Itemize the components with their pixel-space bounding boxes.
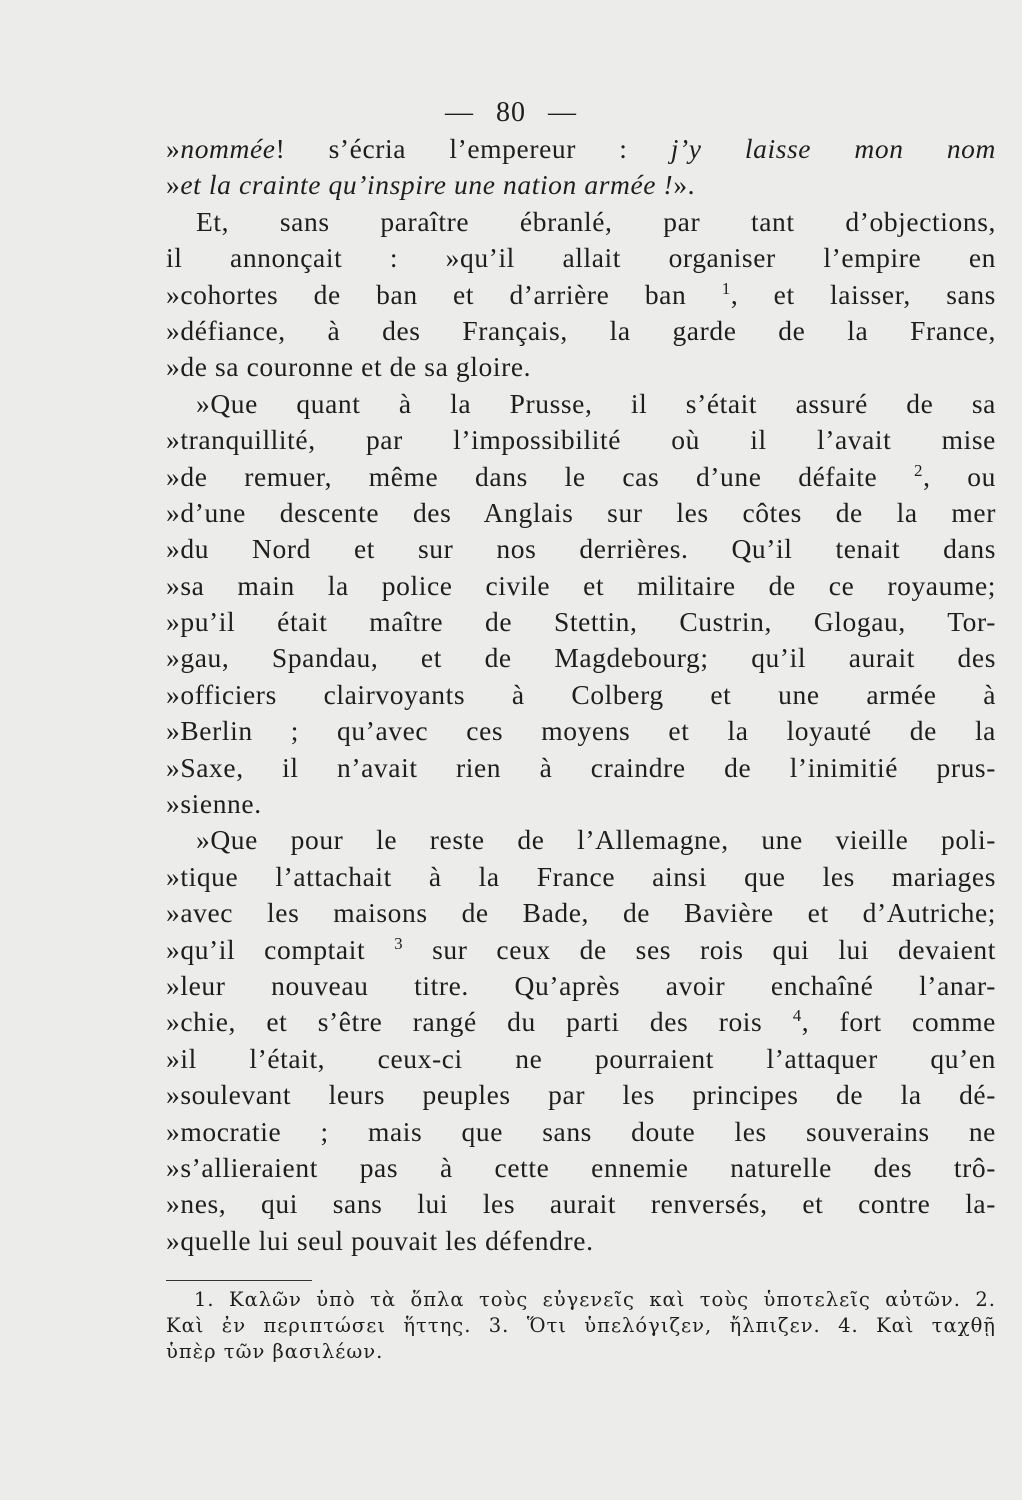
footnote-reference: 3 <box>394 933 404 953</box>
text-segment: » <box>166 169 181 201</box>
body-text <box>166 131 996 1259</box>
text-line <box>166 968 996 1004</box>
text-segment: »tique l’attachait à la France ainsi que les mariages <box>166 860 996 892</box>
text-segment: »défiance, à des Français, la garde de la France, <box>166 314 996 346</box>
text-segment: »officiers clairvoyants à Colberg et une armée à <box>166 678 996 710</box>
text-segment: ! s’écria l’empereur : <box>275 133 671 164</box>
text-segment: , ou <box>923 460 996 492</box>
text-line <box>166 531 996 567</box>
footnote-line: 1. Καλῶν ὑπὸ τὰ ὅπλα τοὺς εὐγενεῖς καὶ τοὺς ὑποτελεῖς αὐτῶν. 2. <box>194 1288 996 1311</box>
text-segment: »gau, Spandau, et de Magdebourg; qu’il aurait des <box>166 642 996 674</box>
text-line <box>166 1077 996 1113</box>
text-line <box>166 1004 996 1040</box>
text-line <box>166 677 996 713</box>
text-line <box>166 495 996 531</box>
text-line <box>166 859 996 895</box>
text-line <box>166 568 996 604</box>
text-segment: »soulevant leurs peuples par les principes de la dé- <box>166 1079 996 1111</box>
text-segment: , fort comme <box>801 1006 996 1038</box>
footnote-line: Καὶ ἐν περιπτώσει ἥττης. 3. Ὅτι ὑπελόγιζεν, ἤλπιζεν. 4. Καὶ ταχθῇ <box>166 1314 996 1337</box>
italic-text: nommée <box>180 133 276 164</box>
page-number-dash-right: — <box>548 97 577 128</box>
page-number: 80 <box>496 97 526 128</box>
text-segment: »Berlin ; qu’avec ces moyens et la loyauté de la <box>166 715 996 747</box>
text-segment: »Que quant à la Prusse, il s’était assuré de sa <box>196 387 996 419</box>
text-line <box>166 750 996 786</box>
text-line <box>166 895 996 931</box>
text-line <box>166 1186 996 1222</box>
text-line <box>166 386 996 422</box>
footnotes <box>166 1287 996 1365</box>
text-segment: »il l’était, ceux-ci ne pourraient l’attaquer qu’en <box>166 1042 996 1074</box>
text-segment: »de remuer, même dans le cas d’une défaite <box>166 460 914 492</box>
text-line <box>166 1150 996 1186</box>
italic-text: et la crainte qu’inspire une nation armée ! <box>180 169 674 201</box>
text-line <box>166 1041 996 1077</box>
footnote-line: ὑπὲρ τῶν βασιλέων. <box>166 1340 384 1363</box>
text-line <box>166 640 996 676</box>
text-line <box>166 1114 996 1150</box>
text-line <box>166 1223 996 1259</box>
text-line <box>166 713 996 749</box>
text-line <box>166 167 996 203</box>
text-segment: »du Nord et sur nos derrières. Qu’il tenait dans <box>166 533 996 565</box>
text-segment: »Que pour le reste de l’Allemagne, une vieille poli- <box>196 824 996 856</box>
text-segment: »avec les maisons de Bade, de Bavière et d’Autriche; <box>166 897 996 929</box>
text-segment: »qu’il comptait <box>166 933 395 965</box>
text-segment: »d’une descente des Anglais sur les côtes de la mer <box>166 496 996 528</box>
text-line <box>166 604 996 640</box>
text-line <box>166 459 996 495</box>
text-segment: ». <box>673 169 696 201</box>
text-segment: il annonçait : »qu’il allait organiser l’empire en <box>166 242 996 274</box>
text-line <box>166 822 996 858</box>
text-line <box>166 131 996 167</box>
text-segment: , et laisser, sans <box>730 278 996 310</box>
text-segment: »tranquillité, par l’impossibilité où il l’avait mise <box>166 424 996 456</box>
text-segment: » <box>166 133 181 164</box>
text-segment: Et, sans paraître ébranlé, par tant d’objections, <box>196 205 996 237</box>
text-segment: »Saxe, il n’avait rien à craindre de l’inimitié prus- <box>166 751 996 783</box>
footnote-separator <box>166 1280 312 1281</box>
text-line <box>166 240 996 276</box>
text-segment: »mocratie ; mais que sans doute les souverains ne <box>166 1115 996 1147</box>
text-segment: »cohortes de ban et d’arrière ban <box>166 278 722 310</box>
footnote-reference: 2 <box>914 460 924 480</box>
text-line <box>166 349 996 385</box>
text-line <box>166 932 996 968</box>
text-segment: »quelle lui seul pouvait les défendre. <box>166 1224 594 1256</box>
italic-text: j’y laisse mon nom <box>670 133 996 164</box>
text-segment: »pu’il était maître de Stettin, Custrin, Glogau, Tor- <box>166 606 996 638</box>
text-segment: »s’allieraient pas à cette ennemie naturelle des trô- <box>166 1151 996 1183</box>
page-number-dash-left: — <box>445 97 474 128</box>
text-line <box>166 422 996 458</box>
text-segment: »sa main la police civile et militaire de ce royaume; <box>166 569 996 601</box>
footnote-reference: 4 <box>792 1006 802 1026</box>
text-segment: sur ceux de ses rois qui lui devaient <box>403 933 996 965</box>
text-line <box>166 204 996 240</box>
text-segment: »leur nouveau titre. Qu’après avoir enchaîné l’anar- <box>166 969 996 1001</box>
text-segment: »sienne. <box>166 788 262 820</box>
text-segment: »chie, et s’être rangé du parti des rois <box>166 1006 793 1038</box>
text-segment: »nes, qui sans lui les aurait renversés, et contre la- <box>166 1188 996 1220</box>
text-line <box>166 313 996 349</box>
footnote-reference: 1 <box>721 278 731 298</box>
text-segment: »de sa couronne et de sa gloire. <box>166 351 532 383</box>
text-line <box>166 277 996 313</box>
page-number-header <box>0 97 1022 129</box>
text-line <box>166 786 996 822</box>
